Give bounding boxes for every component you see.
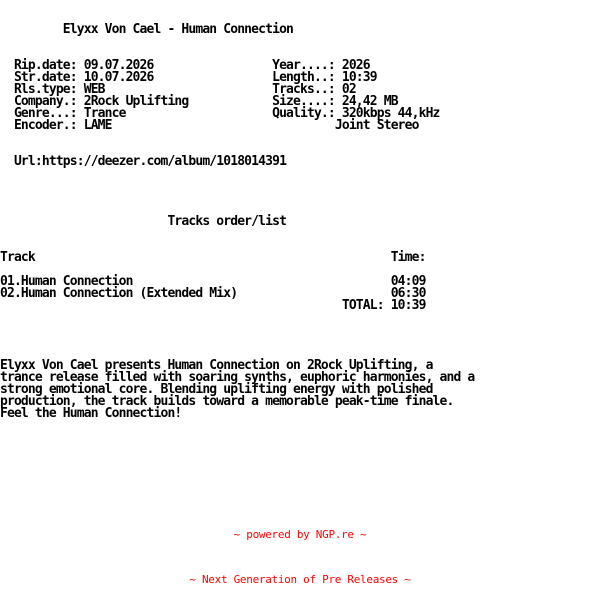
footer [0,497,600,602]
tagline: ~ Next Generation of Pre Releases ~ [189,573,411,586]
powered-by-text[interactable]: ~ powered by NGP.re ~ [233,528,367,541]
powered-by-link[interactable] [0,527,600,542]
nfo-text: Elyxx Von Cael - Human Connection Rip.date: 09.07.2026 Year....: 2026 Str.date: 10.07.2026 Length..: 10:39 Rls.type: WEB Tracks..: 02 Company.: 2Rock Uplifting Size....: 24,42 MB Genre...: Trance Quality.: 320kbps 44,kHz Encoder.: LAME Joint Stereo Url:https://deezer.com/album/1018014391 Tracks order/list Track Time: 01.Human Connection 04:09 02.Human Connection (Extended Mix) 06:30 TOTAL: 10:39 Elyxx Von Cael presents Human Connection on 2Rock Uplifting, a trance release filled with soaring synths, euphoric harmonies, and a strong emotional core. Blending uplifting energy with polished production, the track builds toward a memorable peak-time finale. Feel the Human Connection! [0,22,475,421]
